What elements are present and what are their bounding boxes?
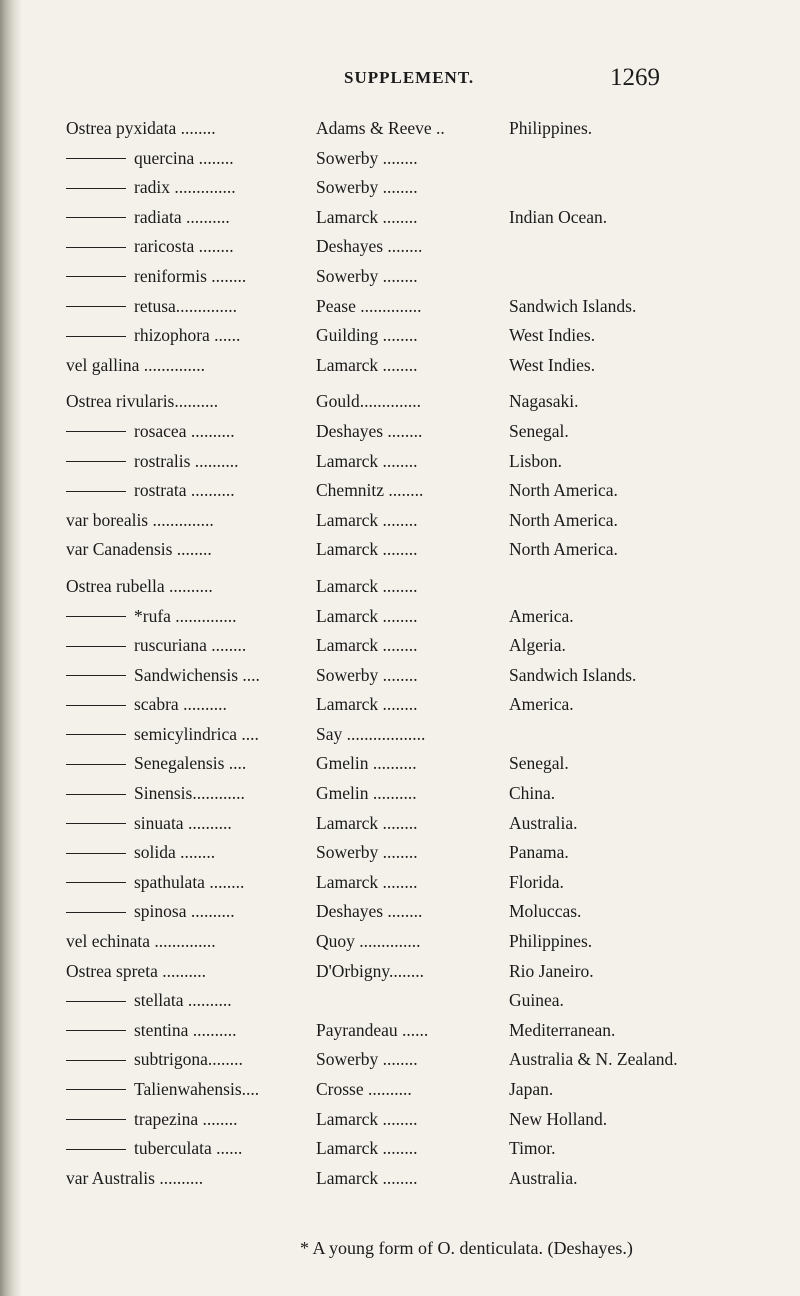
locality: Senegal. [509, 420, 569, 441]
authority: Say .................. [316, 723, 426, 744]
species-name [66, 694, 227, 714]
locality: Philippines. [509, 118, 593, 138]
species-name [66, 207, 230, 227]
table-row [0, 510, 800, 540]
table-row [0, 783, 800, 813]
authority: Gould.............. [316, 391, 421, 412]
species-name-text: rostralis .......... [134, 450, 239, 471]
locality: America. [509, 694, 574, 715]
species-name-text: ruscuriana ........ [134, 635, 247, 656]
ditto-dash [66, 1060, 126, 1061]
table-row [0, 753, 800, 783]
species-name [66, 148, 234, 168]
running-head: SUPPLEMENT. [344, 68, 475, 87]
species-name-text: vel echinata .............. [66, 931, 216, 952]
table-row [0, 118, 800, 148]
ditto-dash [66, 646, 126, 647]
locality: Indian Ocean. [509, 206, 608, 227]
table-row [0, 813, 800, 843]
table-row [0, 1138, 800, 1168]
authority: Chemnitz ........ [316, 480, 424, 501]
species-name [66, 842, 215, 862]
table-row [0, 990, 800, 1020]
table-row [0, 148, 800, 178]
authority: Lamarck ........ [316, 1167, 418, 1188]
species-name-text: Ostrea rivularis.......... [66, 391, 219, 412]
authority: Lamarck ........ [316, 354, 418, 375]
species-name [66, 539, 212, 559]
locality: North America. [509, 539, 618, 560]
species-name [66, 990, 232, 1010]
authority: Quoy .............. [316, 931, 421, 952]
ditto-dash [66, 794, 126, 795]
table-row [0, 296, 800, 326]
species-list [0, 118, 800, 1197]
locality: Timor. [509, 1138, 556, 1159]
locality: West Indies. [509, 354, 596, 375]
species-name-text: rhizophora ...... [134, 325, 241, 346]
ditto-dash [66, 1149, 126, 1150]
species-name [66, 421, 235, 441]
locality: Nagasaki. [509, 391, 579, 412]
species-name [66, 1168, 203, 1188]
species-name-text: quercina ........ [134, 147, 234, 168]
table-row [0, 665, 800, 695]
table-row [0, 931, 800, 961]
species-name [66, 783, 245, 803]
species-name [66, 118, 216, 138]
species-name [66, 1049, 243, 1069]
locality: Australia. [509, 812, 578, 833]
authority: Deshayes ........ [316, 901, 423, 922]
species-name-text: Talienwahensis.... [134, 1079, 260, 1099]
table-row [0, 1020, 800, 1050]
species-name-text: var Australis .......... [66, 1167, 204, 1188]
authority: Sowerby ........ [316, 842, 418, 863]
ditto-dash [66, 764, 126, 765]
table-row [0, 325, 800, 355]
authority: Payrandeau ...... [316, 1019, 429, 1040]
species-name-text: tuberculata ...... [134, 1138, 243, 1159]
authority: D'Orbigny........ [316, 960, 424, 981]
ditto-dash [66, 306, 126, 307]
authority: Lamarck ........ [316, 605, 418, 626]
table-row [0, 266, 800, 296]
ditto-dash [66, 158, 126, 159]
table-row [0, 872, 800, 902]
authority: Lamarck ........ [316, 509, 418, 530]
table-row [0, 842, 800, 872]
authority: Gmelin .......... [316, 753, 417, 774]
species-name [66, 296, 237, 316]
table-row [0, 635, 800, 665]
table-row [0, 1109, 800, 1139]
table-row [0, 694, 800, 724]
ditto-dash [66, 1119, 126, 1120]
species-name-text: Ostrea rubella .......... [66, 575, 213, 596]
species-name [66, 1079, 259, 1099]
species-name [66, 1109, 238, 1129]
ditto-dash [66, 823, 126, 824]
species-name [66, 451, 239, 471]
table-row [0, 606, 800, 636]
authority: Sowerby ........ [316, 177, 418, 198]
table-row [0, 207, 800, 237]
locality: Algeria. [509, 635, 566, 656]
locality: Florida. [509, 871, 564, 892]
authority: Lamarck ........ [316, 812, 418, 833]
authority: Lamarck ........ [316, 539, 418, 560]
table-row [0, 1049, 800, 1079]
authority: Lamarck ........ [316, 1108, 418, 1129]
species-name-text: Sandwichensis .... [134, 664, 260, 685]
species-name [66, 576, 213, 596]
locality: West Indies. [509, 325, 596, 346]
species-name-text: rosacea .......... [134, 420, 235, 441]
authority: Lamarck ........ [316, 575, 418, 596]
ditto-dash [66, 912, 126, 913]
table-row [0, 391, 800, 421]
locality: New Holland. [509, 1108, 608, 1129]
locality: Sandwich Islands. [509, 295, 637, 316]
species-name-text: *rufa .............. [134, 605, 237, 626]
species-name-text: spinosa .......... [134, 901, 235, 922]
authority: Lamarck ........ [316, 871, 418, 892]
authority: Lamarck ........ [316, 635, 418, 656]
species-name [66, 665, 260, 685]
ditto-dash [66, 675, 126, 676]
table-row [0, 576, 800, 606]
species-name-text: vel gallina .............. [66, 354, 206, 375]
species-name [66, 813, 232, 833]
authority: Lamarck ........ [316, 694, 418, 715]
species-name [66, 606, 237, 626]
ditto-dash [66, 217, 126, 218]
species-name [66, 872, 244, 892]
locality: Australia & N. Zealand. [509, 1049, 678, 1070]
authority: Adams & Reeve .. [316, 118, 445, 138]
ditto-dash [66, 336, 126, 337]
species-name [66, 1138, 242, 1158]
species-name-text: solida ........ [134, 842, 216, 863]
species-name-text: var borealis .............. [66, 509, 214, 530]
ditto-dash [66, 734, 126, 735]
table-row [0, 451, 800, 481]
authority: Sowerby ........ [316, 265, 418, 286]
locality: Lisbon. [509, 450, 562, 471]
ditto-dash [66, 853, 126, 854]
species-name-text: semicylindrica .... [134, 723, 259, 744]
table-row [0, 539, 800, 569]
ditto-dash [66, 491, 126, 492]
species-name-text: rostrata .......... [134, 480, 235, 501]
authority: Sowerby ........ [316, 147, 418, 168]
ditto-dash [66, 276, 126, 277]
page-number: 1269 [610, 64, 660, 91]
table-row [0, 480, 800, 510]
locality: Rio Janeiro. [509, 960, 594, 981]
locality: Philippines. [509, 931, 593, 952]
species-name [66, 753, 246, 773]
authority: Pease .............. [316, 295, 422, 316]
species-name [66, 355, 205, 375]
species-name [66, 724, 259, 744]
table-row [0, 236, 800, 266]
species-name [66, 391, 218, 411]
species-name [66, 236, 234, 256]
locality: Panama. [509, 842, 569, 863]
species-name [66, 510, 214, 530]
authority: Lamarck ........ [316, 1138, 418, 1159]
ditto-dash [66, 461, 126, 462]
locality: Guinea. [509, 990, 564, 1011]
authority: Sowerby ........ [316, 664, 418, 685]
species-name-text: reniformis ........ [134, 265, 247, 286]
locality: China. [509, 783, 556, 804]
locality: Sandwich Islands. [509, 664, 637, 685]
species-name [66, 1020, 237, 1040]
authority: Crosse .......... [316, 1079, 412, 1099]
species-name-text: raricosta ........ [134, 236, 234, 257]
species-name-text: stellata .......... [134, 990, 232, 1011]
authority: Gmelin .......... [316, 783, 417, 804]
locality: Moluccas. [509, 901, 582, 922]
species-name-text: Senegalensis .... [134, 753, 247, 774]
section-gap [0, 384, 800, 391]
locality: Senegal. [509, 753, 569, 774]
ditto-dash [66, 247, 126, 248]
ditto-dash [66, 431, 126, 432]
species-name [66, 266, 246, 286]
table-row [0, 355, 800, 385]
ditto-dash [66, 705, 126, 706]
ditto-dash [66, 188, 126, 189]
species-name [66, 635, 246, 655]
authority: Deshayes ........ [316, 420, 423, 441]
species-name-text: Ostrea spreta .......... [66, 960, 206, 981]
species-name [66, 177, 236, 197]
table-row [0, 901, 800, 931]
species-name-text: var Canadensis ........ [66, 539, 212, 560]
authority: Deshayes ........ [316, 236, 423, 257]
table-row [0, 961, 800, 991]
locality: America. [509, 605, 574, 626]
ditto-dash [66, 1001, 126, 1002]
table-row [0, 177, 800, 207]
table-row [0, 1079, 800, 1109]
ditto-dash [66, 616, 126, 617]
species-name-text: subtrigona........ [134, 1049, 243, 1070]
species-name [66, 931, 216, 951]
locality: North America. [509, 480, 618, 501]
footnote: * A young form of O. denticulata. (Deshayes.) [300, 1238, 633, 1258]
authority: Sowerby ........ [316, 1049, 418, 1070]
ditto-dash [66, 882, 126, 883]
species-name-text: Ostrea pyxidata ........ [66, 118, 216, 138]
species-name [66, 480, 235, 500]
authority: Lamarck ........ [316, 206, 418, 227]
authority: Guilding ........ [316, 325, 418, 346]
species-name [66, 961, 206, 981]
locality: Australia. [509, 1167, 578, 1188]
ditto-dash [66, 1030, 126, 1031]
section-gap [0, 569, 800, 576]
species-name-text: scabra .......... [134, 694, 227, 715]
species-name [66, 325, 240, 345]
ditto-dash [66, 1089, 126, 1090]
species-name-text: trapezina ........ [134, 1108, 238, 1129]
authority: Lamarck ........ [316, 450, 418, 471]
locality: Mediterranean. [509, 1019, 616, 1040]
table-row [0, 724, 800, 754]
species-name-text: spathulata ........ [134, 871, 245, 892]
locality: Japan. [509, 1079, 554, 1099]
page-header [0, 64, 800, 104]
species-name-text: radiata .......... [134, 206, 230, 227]
locality: North America. [509, 509, 618, 530]
table-row [0, 421, 800, 451]
species-name-text: retusa.............. [134, 295, 238, 316]
table-row [0, 1168, 800, 1198]
species-name-text: sinuata .......... [134, 812, 232, 833]
species-name-text: Sinensis............ [134, 783, 245, 804]
species-name-text: radix .............. [134, 177, 236, 198]
species-name [66, 901, 235, 921]
species-name-text: stentina .......... [134, 1019, 237, 1040]
